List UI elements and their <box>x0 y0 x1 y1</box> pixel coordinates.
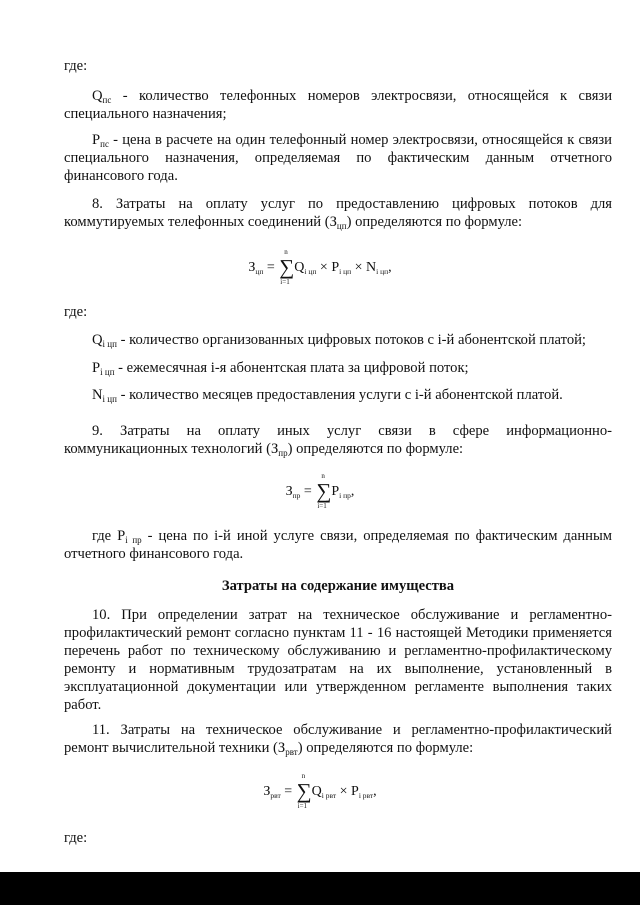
paragraph-text: ) определяются по формуле: <box>287 441 464 457</box>
formula-term: P <box>331 484 340 500</box>
section-heading: Затраты на содержание имущества <box>221 578 455 594</box>
formula-term-subscript: i цп <box>376 267 389 277</box>
definition-text: - количество организованных цифровых потоков с i-й абонентской платой; <box>116 332 586 348</box>
symbol-subscript: i цп <box>102 394 117 404</box>
definition-text: - цена по i-й иной услуге связи, определяемая по фактическим данным отчетного финансового года. <box>64 528 612 562</box>
paragraph-text: ) определяются по формуле: <box>297 740 474 756</box>
symbol: P <box>92 360 101 376</box>
formula-lhs: З <box>285 484 293 500</box>
sigma-glyph: ∑ <box>296 779 312 803</box>
sum-lower-limit: i=1 <box>317 502 327 510</box>
symbol: Q <box>92 88 103 104</box>
sigma-glyph: ∑ <box>279 255 295 279</box>
sum-lower-limit: i=1 <box>297 802 308 810</box>
sum-symbol <box>279 248 295 286</box>
formula-term-subscript: i цп <box>304 267 317 277</box>
symbol-subscript: пс <box>100 139 109 149</box>
sum-symbol <box>296 772 312 810</box>
symbol-subscript: i цп <box>102 339 117 349</box>
sum-upper-limit: n <box>321 472 325 480</box>
sigma-glyph: ∑ <box>316 479 332 503</box>
formula-end: , <box>373 784 377 800</box>
formula-digital-streams <box>0 248 640 286</box>
symbol: N <box>92 387 103 403</box>
formula-term: P <box>351 784 359 800</box>
equals-sign: = <box>266 260 275 276</box>
paragraph-text: 8. Затраты на оплату услуг по предоставлению цифровых потоков для коммутируемых телефонных соединений (З <box>64 196 612 230</box>
symbol-subscript: i цп <box>100 367 115 377</box>
sum-symbol <box>316 472 332 510</box>
definition-p-i-pr <box>64 527 612 563</box>
definition-p-i <box>64 359 612 377</box>
formula-lhs-subscript: цп <box>255 267 264 277</box>
definition-text: - количество месяцев предоставления услуги с i-й абонентской платой. <box>116 387 563 403</box>
equals-sign: = <box>303 484 312 500</box>
definition-text: - цена в расчете на один телефонный номер электросвязи, относящейся к связи специального назначения, определяемая по фактическим данным отчетного финансового года. <box>64 132 612 184</box>
sum-lower-limit: i=1 <box>280 278 290 286</box>
multiply-sign: × <box>354 260 363 276</box>
definition-n-i <box>64 386 612 404</box>
formula-term-subscript: i рвт <box>358 791 374 801</box>
symbol: P <box>92 132 101 148</box>
where-label: где: <box>64 304 88 320</box>
paragraph-text: 11. Затраты на техническое обслуживание и регламентно-профилактический ремонт вычислительной техники (З <box>64 722 612 756</box>
paragraph-text: 9. Затраты на оплату иных услуг связи в сфере информационно-коммуникационных технологий (З <box>64 423 612 457</box>
formula-term-subscript: i рвт <box>321 791 337 801</box>
definition-q-ps <box>64 87 612 123</box>
definition-text: где P <box>92 528 126 544</box>
paragraph-10: 10. При определении затрат на техническое обслуживание и регламентно-профилактический ремонт согласно пунктам 11 - 16 настоящей Методики применяется перечень работ по техническому обслуживанию и регламентно-профилактическому ремонту и нормативным трудозатратам на их выполнение, установленный в эксплуатационной документации или утвержденном регламенте выполнения таких работ. <box>64 607 612 713</box>
formula-other-services <box>0 472 640 510</box>
formula-end: , <box>350 484 355 500</box>
scan-border-bar <box>0 872 640 905</box>
formula-term: Q <box>294 260 305 276</box>
formula-lhs-subscript: рвт <box>270 791 281 801</box>
multiply-sign: × <box>319 260 328 276</box>
symbol-subscript: пр <box>278 448 288 458</box>
multiply-sign: × <box>339 784 348 800</box>
sum-upper-limit: n <box>284 248 288 256</box>
formula-lhs-subscript: пр <box>292 491 301 501</box>
paragraph-text: ) определяются по формуле: <box>346 214 523 230</box>
symbol-subscript: пс <box>102 95 112 105</box>
formula-end: , <box>388 260 392 276</box>
definition-q-i <box>64 331 612 349</box>
definition-p-ps <box>64 131 612 185</box>
paragraph-9 <box>64 422 612 458</box>
definition-text: - ежемесячная i-я абонентская плата за цифровой поток; <box>114 360 469 376</box>
formula-term: P <box>331 260 340 276</box>
definition-text: - количество телефонных номеров электросвязи, относящейся к связи специального назначения; <box>64 88 612 122</box>
formula-lhs: З <box>263 784 271 800</box>
paragraph-8 <box>64 195 612 231</box>
formula-term: N <box>366 260 377 276</box>
formula-term-subscript: i цп <box>339 267 352 277</box>
symbol-subscript: цп <box>336 221 347 231</box>
symbol-subscript: рвт <box>285 747 298 757</box>
symbol: Q <box>92 332 103 348</box>
symbol-subscript: i пр <box>125 535 142 545</box>
equals-sign: = <box>284 784 293 800</box>
sum-upper-limit: n <box>301 772 306 780</box>
formula-computer-maintenance <box>0 772 640 810</box>
formula-term: Q <box>311 784 322 800</box>
paragraph-11 <box>64 721 612 757</box>
formula-lhs: З <box>248 260 256 276</box>
where-label: где: <box>64 830 88 846</box>
where-label: где: <box>64 58 88 74</box>
formula-term-subscript: i пр <box>339 491 351 501</box>
